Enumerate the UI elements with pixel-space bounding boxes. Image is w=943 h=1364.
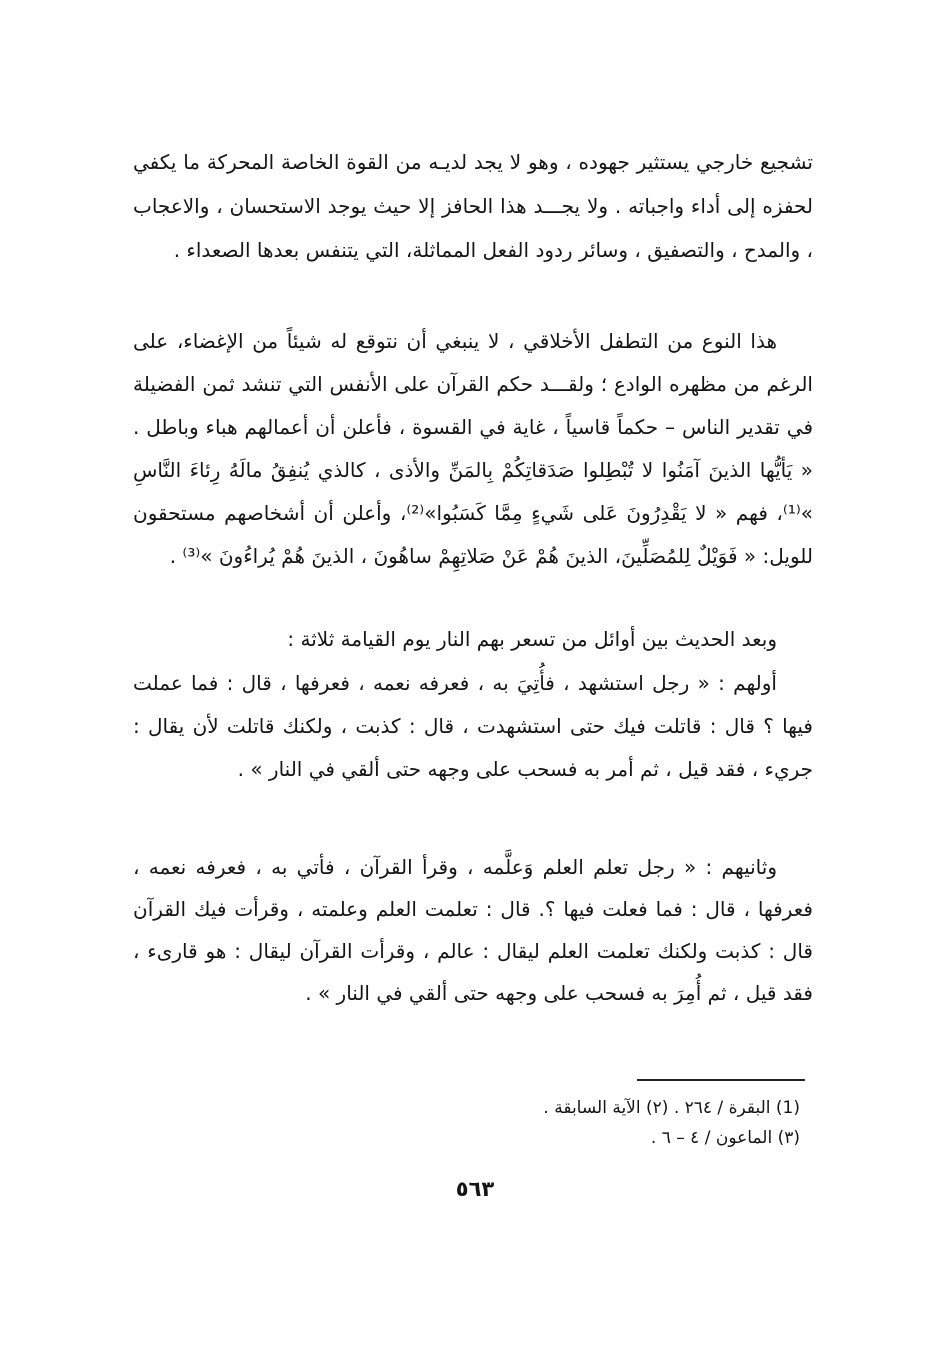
footnotes — [420, 1093, 800, 1153]
paragraph-4 — [133, 662, 813, 791]
page-number: ٥٦٣ — [455, 1177, 495, 1201]
paragraph-1-text: تشجيع خارجي يستثير جهوده ، وهو لا يجد لديـه من القوة الخاصة المحركة ما يكفي لحفزه إلى أداء واجباته . ولا يجـــد هذا الحافز إلا حيث يوجد الاستحسان ، والاعجاب ، والمدح ، والتصفيق ، وسائر ردود الفعل المماثلة، التي يتنفس بعدها الصعداء . — [133, 150, 813, 262]
footnote-separator — [637, 1079, 805, 1081]
footnote-line-2: (٣) الماعون / ٤ – ٦ . — [650, 1128, 800, 1148]
paragraph-5-text: وثانيهم : « رجل تعلم العلم وَعلَّمه ، وقرأ القرآن ، فأتي به ، فعرفه نعمه ، فعرفها ، قال : فما فعلت فيها ؟. قال : تعلمت العلم وعلمته ، وقرأت فيك القرآن قال : كذبت ولكنك تعلمت العلم ليقال : عالم ، وقرأت القرآن ليقال : هو قارىء ، فقد قيل ، ثم أُمِرَ به فسحب على وجهه حتى ألقي في النار » . — [133, 855, 813, 1005]
paragraph-1 — [133, 140, 813, 272]
paragraph-5 — [133, 846, 813, 1014]
paragraph-3-text: وبعد الحديث بين أوائل من تسعر بهم النار يوم القيامة ثلاثة : — [287, 627, 777, 651]
paragraph-2-text: هذا النوع من التطفل الأخلاقي ، لا ينبغي أن نتوقع له شيئاً من الإغضاء، على الرغم من مظهره الوادع ؛ ولقـــد حكم القرآن على الأنفس التي تنشد ثمن الفضيلة في تقدير الناس – حكماً قاسياً ، غاية في القسوة ، فأعلن أن أعمالهم هباء وباطل . « يَأيُّها الذينَ آمَنُوا لا تُبْطِلوا صَدَقاتِكُمْ بِالمَنِّ والأذى ، كالذي يُنفِقُ مالَهُ رِئاءَ النَّاسِ »⁽¹⁾، فهم « لا يَقْدِرُونَ عَلى شَيءٍ مِمَّا كَسَبُوا»⁽²⁾، وأعلن أن أشخاصهم مستحقون للويل: « فَوَيْلٌ لِلمُصَلِّينَ، الذينَ هُمْ عَنْ صَلاتِهِمْ ساهُونَ ، الذينَ هُمْ يُراءُونَ »⁽³⁾ . — [133, 329, 813, 568]
paragraph-2 — [133, 320, 813, 578]
paragraph-3 — [133, 619, 813, 659]
footnote-line-1: (1) البقرة / ٢٦٤ . (٢) الآية السابقة . — [543, 1098, 800, 1118]
paragraph-4-text: أولهم : « رجل استشهد ، فأُتِيَ به ، فعرفه نعمه ، فعرفها ، قال : فما عملت فيها ؟ قال : قاتلت فيك حتى استشهدت ، قال : كذبت ، ولكنك قاتلت لأن يقال : جريء ، فقد قيل ، ثم أمر به فسحب على وجهه حتى ألقي في النار » . — [133, 671, 813, 781]
